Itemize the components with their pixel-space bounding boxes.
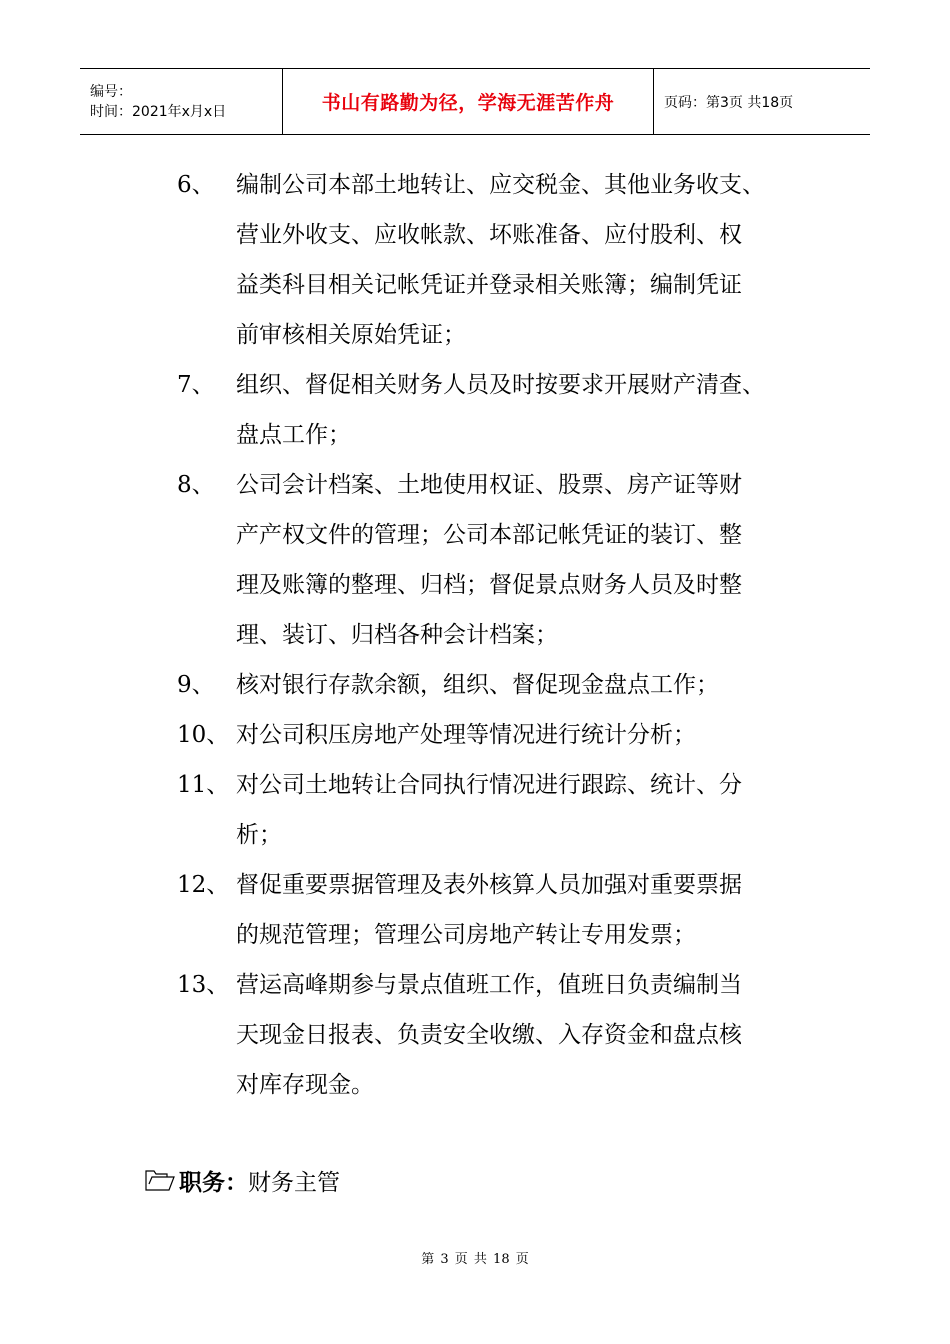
item-line: 理、装订、归档各种会计档案； [236, 622, 558, 648]
item-line: 营运高峰期参与景点值班工作，值班日负责编制当 [236, 972, 742, 998]
item-text [236, 710, 826, 760]
item-line: 对库存现金。 [236, 1072, 374, 1098]
item-text [236, 160, 826, 360]
list-item [0, 760, 950, 860]
header-meta [80, 69, 282, 134]
item-number: 11、 [177, 772, 230, 798]
item-line: 前审核相关原始凭证； [236, 322, 466, 348]
item-text [236, 860, 826, 960]
motto-text: 书山有路勤为径，学海无涯苦作舟 [321, 92, 615, 114]
item-number: 12、 [177, 872, 230, 898]
header-page-cell [654, 69, 870, 134]
list-item [0, 160, 950, 360]
item-line: 天现金日报表、负责安全收缴、入存资金和盘点核 [236, 1022, 742, 1048]
serial-label: 编号： [90, 83, 132, 100]
list-item [0, 660, 950, 710]
item-text [236, 360, 826, 460]
item-text [236, 660, 826, 710]
list-item [0, 860, 950, 960]
item-number: 8、 [177, 472, 215, 498]
item-line: 组织、督促相关财务人员及时按要求开展财产清查、 [236, 372, 765, 398]
item-text [236, 460, 826, 660]
item-number: 13、 [177, 972, 230, 998]
item-number: 10、 [177, 722, 230, 748]
item-line: 的规范管理；管理公司房地产转让专用发票； [236, 922, 696, 948]
page-footer: 第 3 页 共 18 页 [421, 1252, 529, 1267]
item-line: 益类科目相关记帐凭证并登录相关账簿；编制凭证 [236, 272, 742, 298]
item-line: 公司会计档案、土地使用权证、股票、房产证等财 [236, 472, 742, 498]
section-value: 财务主管 [248, 1169, 340, 1196]
item-number: 7、 [177, 372, 215, 398]
page-info: 页码：第3页 共18页 [664, 94, 794, 111]
item-line: 盘点工作； [236, 422, 351, 448]
item-line: 析； [236, 822, 282, 848]
time-label: 时间：2021年x月x日 [90, 103, 227, 120]
folder-outline-icon [145, 1169, 175, 1191]
item-text [236, 960, 826, 1110]
item-text [236, 760, 826, 860]
item-number: 6、 [177, 172, 215, 198]
item-line: 理及账簿的整理、归档；督促景点财务人员及时整 [236, 572, 742, 598]
list-item [0, 460, 950, 660]
list-item [0, 960, 950, 1110]
item-line: 督促重要票据管理及表外核算人员加强对重要票据 [236, 872, 742, 898]
list-item [0, 360, 950, 460]
item-line: 对公司土地转让合同执行情况进行跟踪、统计、分 [236, 772, 742, 798]
item-line: 核对银行存款余额，组织、督促现金盘点工作； [236, 672, 719, 698]
list-item [0, 710, 950, 760]
section-heading [145, 1155, 340, 1205]
duty-list [0, 160, 950, 1110]
item-line: 营业外收支、应收帐款、坏账准备、应付股利、权 [236, 222, 742, 248]
section-label: 职务： [179, 1168, 248, 1196]
page-header [80, 68, 870, 135]
item-line: 产产权文件的管理；公司本部记帐凭证的装订、整 [236, 522, 742, 548]
item-line: 对公司积压房地产处理等情况进行统计分析； [236, 722, 696, 748]
item-number: 9、 [177, 672, 215, 698]
header-motto-cell [282, 69, 654, 134]
item-line: 编制公司本部土地转让、应交税金、其他业务收支、 [236, 172, 765, 198]
